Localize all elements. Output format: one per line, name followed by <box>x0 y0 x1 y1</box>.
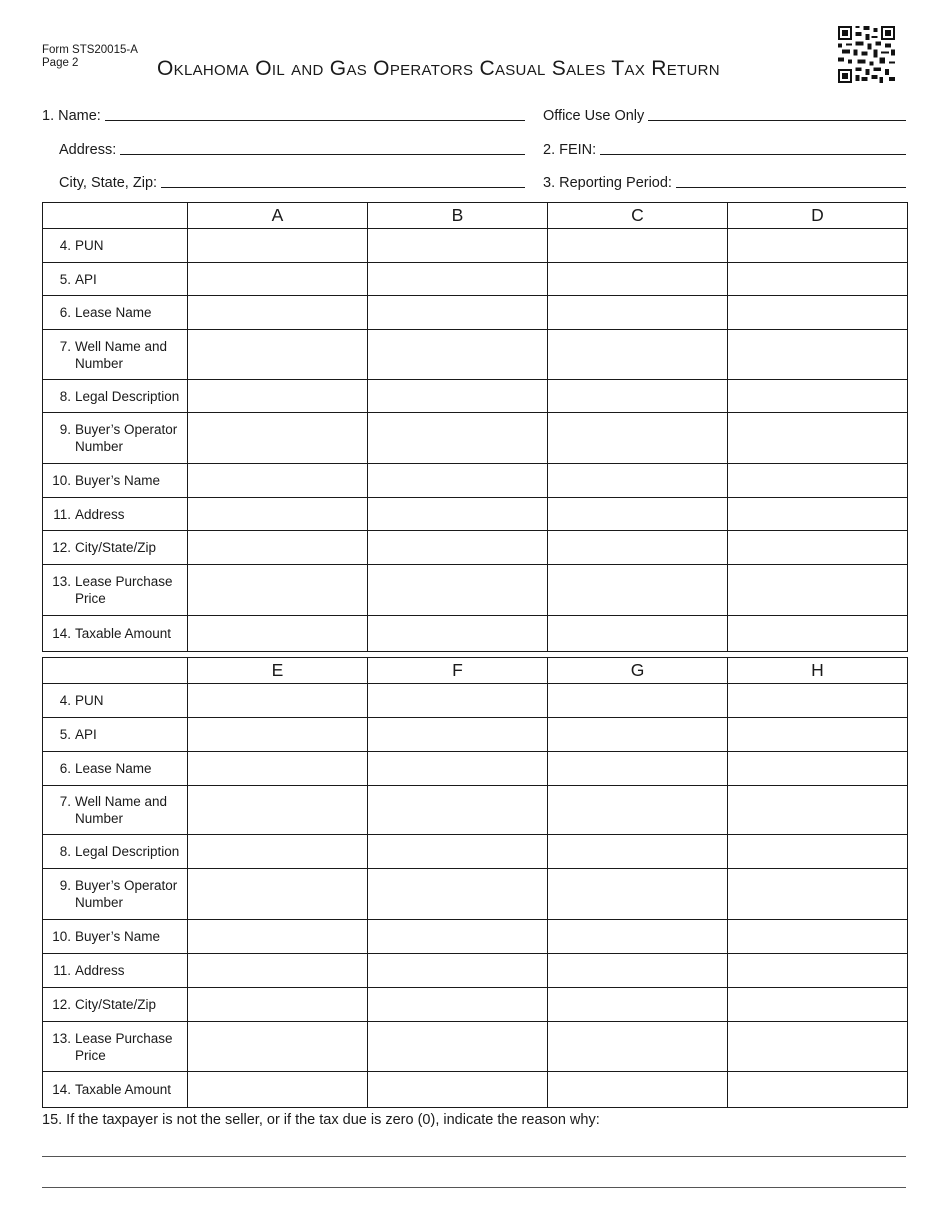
row-number: 6. <box>59 761 71 776</box>
row-label-text: Buyer’s Name <box>75 929 161 944</box>
column-header: A <box>188 203 368 229</box>
entry-cell[interactable] <box>188 229 368 263</box>
entry-cell[interactable] <box>728 869 908 920</box>
entry-cell[interactable] <box>728 380 908 413</box>
table-row <box>43 988 908 1022</box>
entry-cell[interactable] <box>368 1072 548 1108</box>
entry-cell[interactable] <box>188 954 368 988</box>
entry-cell[interactable] <box>548 531 728 565</box>
row-number: 9. <box>59 422 71 437</box>
address-input-line[interactable] <box>120 140 525 155</box>
entry-cell[interactable] <box>548 263 728 296</box>
entry-cell[interactable] <box>728 954 908 988</box>
table-row <box>43 835 908 869</box>
row-label <box>43 1072 188 1108</box>
row-number: 10. <box>52 929 71 944</box>
row-label <box>43 464 188 498</box>
row-label-text: Lease Name <box>75 305 152 320</box>
row-label <box>43 330 188 380</box>
row-label <box>43 498 188 531</box>
table-row <box>43 718 908 752</box>
row-number: 10. <box>52 473 71 488</box>
entry-cell[interactable] <box>188 616 368 652</box>
column-header: G <box>548 658 728 684</box>
table-header-row <box>43 658 908 684</box>
entry-cell[interactable] <box>548 988 728 1022</box>
entry-cell[interactable] <box>368 464 548 498</box>
fein-input-line[interactable] <box>600 140 906 155</box>
entry-cell[interactable] <box>368 718 548 752</box>
row-label-text: Address <box>75 963 125 978</box>
row-label-text: Legal Description <box>75 844 180 859</box>
table-row <box>43 616 908 652</box>
entry-cell[interactable] <box>368 413 548 464</box>
column-header: E <box>188 658 368 684</box>
entry-cell[interactable] <box>548 869 728 920</box>
entry-cell[interactable] <box>188 330 368 380</box>
row-number: 5. <box>59 271 71 287</box>
reason-line-1[interactable] <box>42 1156 906 1157</box>
row-number: 12. <box>52 997 71 1012</box>
entry-cell[interactable] <box>368 330 548 380</box>
name-label: 1. Name: <box>42 108 101 124</box>
entry-cell[interactable] <box>548 954 728 988</box>
row-label <box>43 752 188 786</box>
wells-table-a-d <box>42 202 908 652</box>
row-label-text: Buyer’s Operator Number <box>75 878 178 910</box>
entry-cell[interactable] <box>728 464 908 498</box>
table-row <box>43 464 908 498</box>
row-label-text: Address <box>75 506 125 522</box>
table-row <box>43 1022 908 1072</box>
entry-cell[interactable] <box>728 498 908 531</box>
entry-cell[interactable] <box>728 1022 908 1072</box>
table-row <box>43 531 908 565</box>
reporting-period-input-line[interactable] <box>676 173 906 188</box>
entry-cell[interactable] <box>368 229 548 263</box>
entry-cell[interactable] <box>188 835 368 869</box>
entry-cell[interactable] <box>548 786 728 835</box>
row-label-text: City/State/Zip <box>75 540 157 555</box>
table-row <box>43 920 908 954</box>
entry-cell[interactable] <box>548 718 728 752</box>
wells-table-e-h <box>42 657 908 1108</box>
entry-cell[interactable] <box>728 565 908 616</box>
column-header: C <box>548 203 728 229</box>
row-label <box>43 869 188 920</box>
reporting-period-field[interactable] <box>543 173 906 191</box>
row-label <box>43 263 188 296</box>
entry-cell[interactable] <box>188 263 368 296</box>
row-number: 6. <box>59 305 71 320</box>
entry-cell[interactable] <box>368 263 548 296</box>
qr-code-icon <box>838 26 895 83</box>
row-number: 8. <box>59 388 71 404</box>
column-header: H <box>728 658 908 684</box>
row-label-text: Taxable Amount <box>75 1082 172 1097</box>
entry-cell[interactable] <box>728 684 908 718</box>
entry-cell[interactable] <box>548 464 728 498</box>
row-label-text: PUN <box>75 238 104 253</box>
row-label <box>43 786 188 835</box>
row-label <box>43 296 188 330</box>
entry-cell[interactable] <box>728 229 908 263</box>
row-label-text: API <box>75 727 97 742</box>
table-row <box>43 565 908 616</box>
entry-cell[interactable] <box>368 498 548 531</box>
entry-cell[interactable] <box>728 920 908 954</box>
entry-cell[interactable] <box>548 1022 728 1072</box>
column-header: F <box>368 658 548 684</box>
row-label-text: Well Name and Number <box>75 338 168 371</box>
row-label <box>43 718 188 752</box>
table-row <box>43 229 908 263</box>
fein-field[interactable] <box>543 140 906 158</box>
entry-cell[interactable] <box>368 684 548 718</box>
entry-cell[interactable] <box>188 296 368 330</box>
entry-cell[interactable] <box>188 920 368 954</box>
entry-cell[interactable] <box>548 498 728 531</box>
entry-cell[interactable] <box>188 684 368 718</box>
city-state-zip-input-line[interactable] <box>161 173 525 188</box>
row-label-text: API <box>75 271 97 287</box>
entry-cell[interactable] <box>548 920 728 954</box>
entry-cell[interactable] <box>728 988 908 1022</box>
address-field[interactable] <box>59 140 525 158</box>
row-number: 4. <box>59 238 71 253</box>
row-number: 14. <box>52 1082 71 1097</box>
row-label-text: PUN <box>75 693 104 708</box>
entry-cell[interactable] <box>368 869 548 920</box>
column-header: B <box>368 203 548 229</box>
table-row <box>43 954 908 988</box>
entry-cell[interactable] <box>728 531 908 565</box>
name-input-line[interactable] <box>105 106 525 121</box>
row-label-text: Lease Purchase Price <box>75 574 173 606</box>
entry-cell[interactable] <box>188 1022 368 1072</box>
row-number: 5. <box>59 727 71 742</box>
entry-cell[interactable] <box>728 616 908 652</box>
entry-cell[interactable] <box>188 413 368 464</box>
form-identifier <box>42 44 138 70</box>
table-row <box>43 263 908 296</box>
entry-cell[interactable] <box>188 786 368 835</box>
entry-cell[interactable] <box>368 565 548 616</box>
row-label-text: City/State/Zip <box>75 997 157 1012</box>
row-label <box>43 1022 188 1072</box>
row-label <box>43 835 188 869</box>
entry-cell[interactable] <box>548 684 728 718</box>
table-row <box>43 330 908 380</box>
row-label <box>43 684 188 718</box>
page-number: Page 2 <box>42 57 79 69</box>
page-title: Oklahoma Oil and Gas Operators Casual Sales Tax Return <box>157 57 720 80</box>
entry-cell[interactable] <box>188 498 368 531</box>
entry-cell[interactable] <box>728 786 908 835</box>
entry-cell[interactable] <box>728 835 908 869</box>
table-row <box>43 380 908 413</box>
reporting-period-label: 3. Reporting Period: <box>543 175 672 191</box>
row-label-text: Lease Purchase Price <box>75 1030 173 1063</box>
entry-cell[interactable] <box>548 330 728 380</box>
header-blank <box>43 658 188 684</box>
table-row <box>43 684 908 718</box>
row-number: 12. <box>52 540 71 555</box>
entry-cell[interactable] <box>188 464 368 498</box>
row-label-text: Buyer’s Name <box>75 473 161 488</box>
row-label-text: Lease Name <box>75 761 152 776</box>
form-number: Form STS20015-A <box>42 44 138 56</box>
entry-cell[interactable] <box>548 296 728 330</box>
name-field[interactable] <box>42 106 525 124</box>
entry-cell[interactable] <box>368 835 548 869</box>
entry-cell[interactable] <box>548 752 728 786</box>
entry-cell[interactable] <box>368 752 548 786</box>
row-number: 7. <box>59 794 71 809</box>
reason-line-2[interactable] <box>42 1187 906 1188</box>
entry-cell[interactable] <box>188 752 368 786</box>
row-label <box>43 954 188 988</box>
entry-cell[interactable] <box>188 869 368 920</box>
row-label <box>43 920 188 954</box>
entry-cell[interactable] <box>368 616 548 652</box>
row-number: 13. <box>52 574 71 589</box>
header-blank <box>43 203 188 229</box>
entry-cell[interactable] <box>728 413 908 464</box>
entry-cell[interactable] <box>728 330 908 380</box>
entry-cell[interactable] <box>728 718 908 752</box>
office-use-label: Office Use Only <box>543 108 645 124</box>
entry-cell[interactable] <box>368 786 548 835</box>
entry-cell[interactable] <box>188 718 368 752</box>
entry-cell[interactable] <box>188 1072 368 1108</box>
table-row <box>43 752 908 786</box>
entry-cell[interactable] <box>368 988 548 1022</box>
entry-cell[interactable] <box>188 380 368 413</box>
question-15: 15. If the taxpayer is not the seller, or if the tax due is zero (0), indicate the reason why: <box>42 1112 600 1128</box>
row-number: 13. <box>52 1030 71 1046</box>
office-use-field <box>543 106 906 124</box>
entry-cell[interactable] <box>368 531 548 565</box>
row-number: 8. <box>59 844 71 859</box>
table-row <box>43 413 908 464</box>
fein-label: 2. FEIN: <box>543 142 597 158</box>
entry-cell[interactable] <box>368 296 548 330</box>
entry-cell[interactable] <box>728 752 908 786</box>
entry-cell[interactable] <box>368 380 548 413</box>
entry-cell[interactable] <box>548 380 728 413</box>
row-label-text: Well Name and Number <box>75 794 168 826</box>
entry-cell[interactable] <box>728 1072 908 1108</box>
city-state-zip-label: City, State, Zip: <box>59 175 158 191</box>
row-label-text: Buyer’s Operator Number <box>75 422 178 454</box>
entry-cell[interactable] <box>188 565 368 616</box>
entry-cell[interactable] <box>548 413 728 464</box>
city-state-zip-field[interactable] <box>59 173 525 191</box>
entry-cell[interactable] <box>368 954 548 988</box>
entry-cell[interactable] <box>368 1022 548 1072</box>
row-number: 11. <box>53 963 71 978</box>
office-use-line <box>648 106 906 121</box>
entry-cell[interactable] <box>548 835 728 869</box>
entry-cell[interactable] <box>188 531 368 565</box>
row-label-text: Taxable Amount <box>75 626 172 641</box>
table-row <box>43 1072 908 1108</box>
row-label-text: Legal Description <box>75 388 180 404</box>
row-label <box>43 616 188 652</box>
entry-cell[interactable] <box>368 920 548 954</box>
entry-cell[interactable] <box>188 988 368 1022</box>
entry-cell[interactable] <box>548 1072 728 1108</box>
column-header: D <box>728 203 908 229</box>
table-row <box>43 869 908 920</box>
row-number: 4. <box>59 693 71 708</box>
entry-cell[interactable] <box>548 616 728 652</box>
entry-cell[interactable] <box>548 565 728 616</box>
table-row <box>43 786 908 835</box>
row-label <box>43 988 188 1022</box>
table-row <box>43 498 908 531</box>
address-label: Address: <box>59 142 117 158</box>
row-number: 9. <box>59 878 71 893</box>
entry-cell[interactable] <box>728 296 908 330</box>
row-label <box>43 380 188 413</box>
row-label <box>43 413 188 464</box>
table-header-row <box>43 203 908 229</box>
row-label <box>43 531 188 565</box>
row-number: 7. <box>59 338 71 354</box>
row-number: 11. <box>53 506 71 522</box>
row-label <box>43 565 188 616</box>
table-row <box>43 296 908 330</box>
entry-cell[interactable] <box>548 229 728 263</box>
row-number: 14. <box>52 626 71 641</box>
entry-cell[interactable] <box>728 263 908 296</box>
row-label <box>43 229 188 263</box>
